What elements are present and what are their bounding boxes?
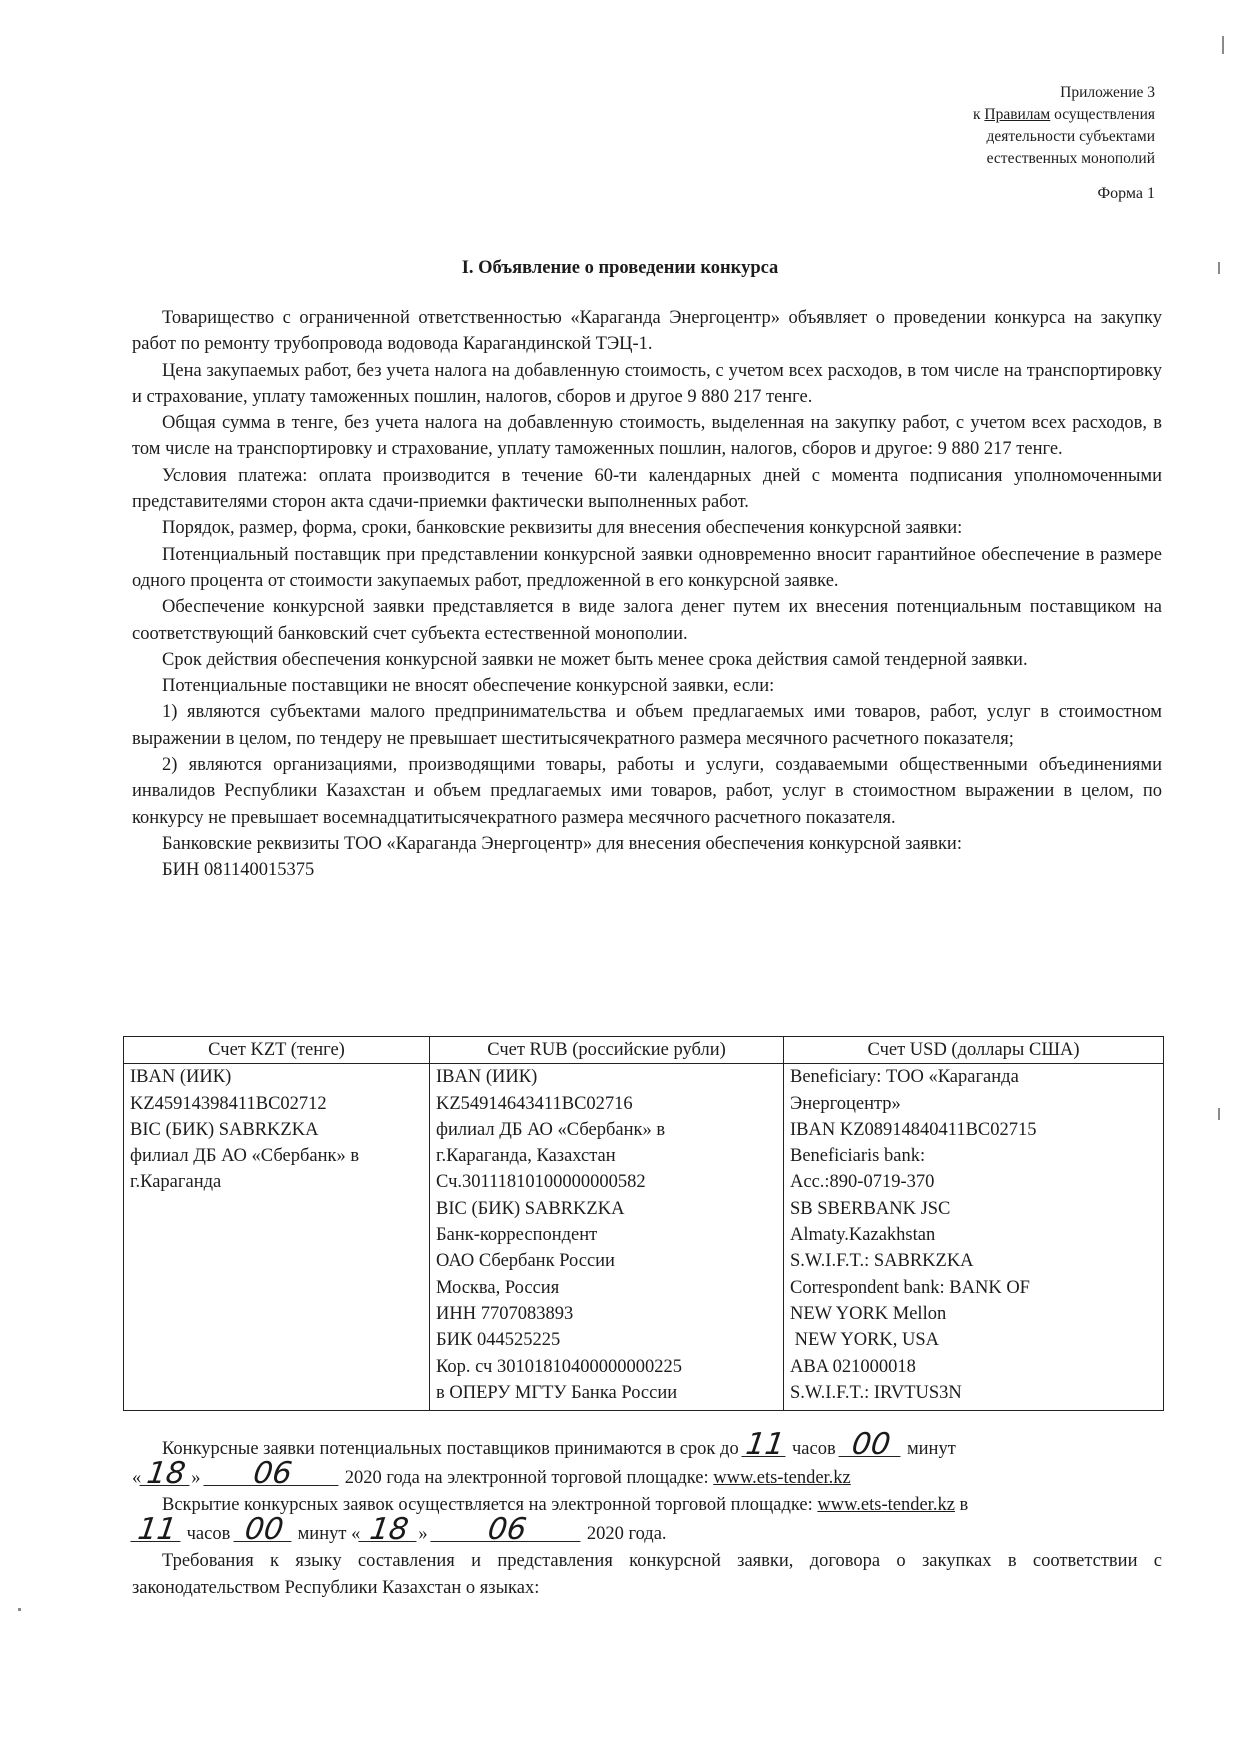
- scan-artifact: [1222, 36, 1224, 54]
- deadline-section: [132, 1427, 1162, 1602]
- cell-line: Almaty.Kazakhstan: [790, 1225, 936, 1246]
- cell-line: ОАО Сбербанк России: [436, 1251, 615, 1272]
- annex-line-3: деятельности субъектами: [986, 128, 1155, 145]
- cell-line: филиал ДБ АО «Сбербанк» в: [436, 1119, 666, 1140]
- cell-line: BIC (БИК) SABRKZKA: [130, 1119, 319, 1140]
- rules-link[interactable]: Правилам: [984, 106, 1051, 123]
- annex-line-4: естественных монополий: [986, 150, 1155, 167]
- cell-line: г.Караганда: [130, 1172, 222, 1193]
- paragraph: 1) являются субъектами малого предпринимательства и объем предлагаемых ими товаров, работ, услуг в стоимостном выражении в целом, по тендеру не превышает шеститысячекратного размера месячного расчетного показателя;: [132, 702, 1162, 749]
- handwritten-hour: 11: [742, 1434, 789, 1457]
- paragraph: Потенциальные поставщики не вносят обеспечение конкурсной заявки, если:: [162, 676, 775, 697]
- cell-line: Энергоцентр»: [790, 1093, 901, 1114]
- bin-number: БИН 081140015375: [162, 860, 315, 881]
- cell-line: IBAN (ИИК): [436, 1067, 538, 1088]
- scan-artifact: [1218, 1108, 1220, 1120]
- scan-artifact: [1218, 262, 1220, 274]
- cell-line: ABA 021000018: [790, 1356, 916, 1377]
- annex-line-2: к Правилам осуществления: [972, 106, 1155, 123]
- cell-line: г.Караганда, Казахстан: [436, 1146, 616, 1167]
- handwritten-minutes: 00: [839, 1434, 904, 1457]
- handwritten-minutes: 00: [233, 1519, 294, 1542]
- paragraph: Условия платежа: оплата производится в течение 60-ти календарных дней с момента подписания уполномоченными представителями сторон акта сдачи-приемки фактически выполненных работ.: [132, 465, 1162, 513]
- kzt-account-cell: [124, 1064, 430, 1411]
- paragraph: Общая сумма в тенге, без учета налога на добавленную стоимость, выделенная на закупку работ, с учетом всех расходов, в том числе на транспортировку и страхование, уплату таможенных пошлин, налогов, сборов и другое: 9 880 217 тенге.: [132, 413, 1162, 460]
- paragraph: Срок действия обеспечения конкурсной заявки не может быть менее срока действия самой тендерной заявки.: [162, 649, 1028, 670]
- cell-line: IBAN (ИИК): [130, 1067, 232, 1088]
- handwritten-hour: 11: [130, 1519, 183, 1542]
- tender-site-link[interactable]: www.ets-tender.kz: [817, 1495, 955, 1515]
- paragraph: 2) являются организациями, производящими товары, работы и услуги, создаваемыми общественными объединениями инвалидов Республики Казахстан и объем предлагаемых ими товаров, работ, услуг в стоимостном выражении в целом, по конкурсу не превышает восемнадцатитысячекратного размера месячного расчетного показателя.: [132, 755, 1162, 828]
- paragraph: Обеспечение конкурсной заявки представляется в виде залога денег путем их внесения потенциальным поставщиком на соответствующий банковский счет субъекта естественной монополии.: [132, 597, 1162, 644]
- cell-line: IBAN KZ08914840411BC02715: [790, 1119, 1037, 1140]
- cell-line: филиал ДБ АО «Сбербанк» в: [130, 1146, 360, 1167]
- paragraph: Потенциальный поставщик при представлении конкурсной заявки одновременно вносит гарантийное обеспечение в размере одного процента от стоимости закупаемых работ, предложенной в его конкурсной заявке.: [132, 544, 1162, 591]
- cell-line: KZ45914398411BC02712: [130, 1093, 327, 1114]
- annex-reference: [835, 82, 1155, 170]
- cell-line: S.W.I.F.T.: SABRKZKA: [790, 1251, 974, 1272]
- cell-line: Сч.30111810100000000582: [436, 1172, 646, 1193]
- annex-line-1: Приложение 3: [1060, 84, 1155, 101]
- cell-line: БИК 044525225: [436, 1330, 561, 1351]
- cell-line: Correspondent bank: BANK OF: [790, 1277, 1030, 1298]
- handwritten-day: 18: [359, 1519, 420, 1542]
- cell-line: SB SBERBANK JSC: [790, 1198, 951, 1219]
- column-header-kzt: Счет KZT (тенге): [124, 1037, 430, 1064]
- scan-artifact: [18, 1608, 21, 1611]
- cell-line: Москва, Россия: [436, 1277, 560, 1298]
- paragraph: Цена закупаемых работ, без учета налога на добавленную стоимость, с учетом всех расходов, в том числе на транспортировку и страхование, уплату таможенных пошлин, налогов, сборов и другое 9 880 217 тенге.: [132, 360, 1162, 407]
- paragraph: Банковские реквизиты ТОО «Караганда Энергоцентр» для внесения обеспечения конкурсной заявки:: [162, 833, 962, 854]
- language-requirements: Требования к языку составления и представления конкурсной заявки, договора о закупках в соответствии с законодательством Республики Казахстан о языках:: [132, 1551, 1162, 1598]
- form-number: Форма 1: [1097, 185, 1155, 202]
- cell-line: S.W.I.F.T.: IRVTUS3N: [790, 1382, 962, 1403]
- column-header-rub: Счет RUB (российские рубли): [430, 1037, 784, 1064]
- opening-deadline: Вскрытие конкурсных заявок осуществляется на электронной торговой площадке: www.ets-tender.kz в: [162, 1495, 969, 1515]
- cell-line: Acc.:890-0719-370: [790, 1172, 935, 1193]
- cell-line: в ОПЕРУ МГТУ Банка России: [436, 1382, 678, 1403]
- paragraph: Порядок, размер, форма, сроки, банковские реквизиты для внесения обеспечения конкурсной заявки:: [162, 518, 963, 539]
- cell-line: BIC (БИК) SABRKZKA: [436, 1198, 625, 1219]
- handwritten-month: 06: [431, 1519, 584, 1542]
- column-header-usd: Счет USD (доллары США): [784, 1037, 1164, 1064]
- handwritten-month: 06: [204, 1463, 342, 1486]
- cell-line: NEW YORK Mellon: [790, 1303, 947, 1324]
- usd-account-cell: [784, 1064, 1164, 1411]
- cell-line: Кор. сч 30101810400000000225: [436, 1356, 682, 1377]
- cell-line: ИНН 7707083893: [436, 1303, 574, 1324]
- handwritten-day: 18: [140, 1463, 193, 1486]
- cell-line: Beneficiaris bank:: [790, 1146, 926, 1167]
- page-title: I. Объявление о проведении конкурса: [461, 258, 779, 278]
- submission-deadline: Конкурсные заявки потенциальных поставщиков принимаются в срок до 11 часов 00 минут: [162, 1427, 956, 1462]
- cell-line: Банк-корреспондент: [436, 1225, 598, 1246]
- cell-line: KZ54914643411BC02716: [436, 1093, 633, 1114]
- submission-date: « 18 » 06 2020 года на электронной торговой площадке: www.ets-tender.kz: [132, 1456, 851, 1491]
- paragraph: Товарищество с ограниченной ответственностью «Караганда Энергоцентр» объявляет о проведении конкурса на закупку работ по ремонту трубопровода водовода Карагандинской ТЭЦ-1.: [132, 308, 1162, 355]
- cell-line: NEW YORK, USA: [790, 1330, 940, 1351]
- cell-line: Beneficiary: ТОО «Караганда: [790, 1067, 1019, 1088]
- bank-details-table: [123, 1036, 1164, 1411]
- tender-site-link[interactable]: www.ets-tender.kz: [713, 1468, 851, 1488]
- opening-date: 11 часов 00 минут « 18 » 06 2020 года.: [132, 1519, 1162, 1548]
- rub-account-cell: [430, 1064, 784, 1411]
- announcement-body: [132, 305, 1162, 884]
